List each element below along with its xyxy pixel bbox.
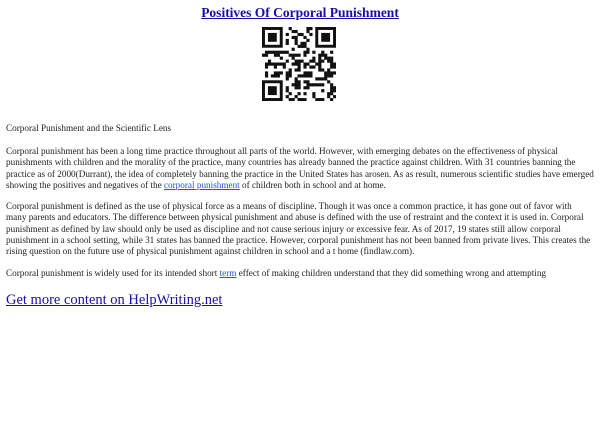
get-more-content-link[interactable]: Get more content on HelpWriting.net (6, 292, 223, 308)
paragraph-1-text-after: of children both in school and at home. (239, 179, 386, 190)
paragraph-3-text-before: Corporal punishment is widely used for its intended short (6, 268, 220, 278)
section-heading: Corporal Punishment and the Scientific Lens (6, 123, 172, 133)
paragraph-2: Corporal punishment is defined as the use of physical force as a means of discipline. Though it was once a common practice, it has gone out of favor with many parents and educators. The difference between physical punishment and abuse is defined with the use of restraint and the context it is used in. Corporal punishment as defined by law should only be used as discipline and not cause serious injury or excessive fear. As of 2017, 19 states still allow corporal punishment in a school setting, while 31 states has banned the practice. However, corporal punishment has not been banned from private lives. This creates the rising question on the future use of physical punishment against children in school and a t home (findlaw.com). (6, 201, 591, 257)
paragraph-1 (6, 146, 594, 191)
term-link[interactable]: term (219, 268, 237, 278)
paragraph-1-text-before: Corporal punishment has been a long time practice throughout all parts of the world. However, with emerging debates on the effectiveness of physical punishments with children and the morality of the practice, many countries has already banned the practice against children. With 31 countries banning the practice as of 2000(Durrant), the idea of completely banning the practice in the United States has arosen. As as result, numerous scientific studies have emerged showing the positives and negatives of the (6, 146, 594, 190)
paragraph-3-text-after: effect of making children understand that they did something wrong and attempting (236, 268, 547, 278)
page-title-link[interactable]: Positives Of Corporal Punishment (201, 5, 399, 20)
paragraph-3 (6, 268, 594, 279)
qr-code (262, 27, 336, 101)
corporal-punishment-link[interactable]: corporal punishment (163, 179, 240, 190)
qr-code-icon (262, 27, 336, 101)
